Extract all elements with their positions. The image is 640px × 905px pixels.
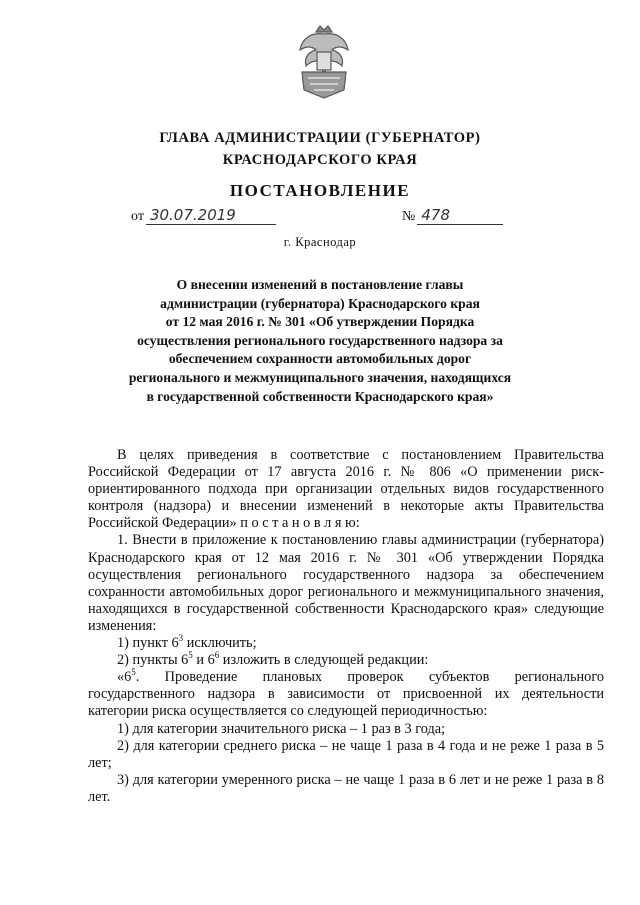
number-line: [402, 206, 503, 225]
title-line: обеспечением сохранности автомобильных дорог: [168, 351, 472, 367]
document-number: 478: [417, 206, 503, 225]
resolve-keyword: п о с т а н о в л я ю:: [240, 515, 360, 532]
title-line: осуществления регионального государственного надзора за: [137, 332, 503, 348]
issuer-heading: [0, 127, 640, 171]
title-line: от 12 мая 2016 г. № 301 «Об утверждении Порядка: [165, 314, 475, 330]
coat-of-arms-emblem: [294, 24, 354, 100]
title-line: регионального и межмуниципального значения, находящихся: [128, 369, 512, 385]
document-date: 30.07.2019: [146, 206, 276, 225]
paragraph-risk-1: 1) для категории значительного риска – 1 раз в 3 года;: [117, 720, 446, 737]
paragraph-risk-2: 2) для категории среднего риска – не чаще 1 раза в 4 года и не реже 1 раза в 5 лет;: [88, 737, 604, 771]
date-prefix: от: [131, 209, 144, 224]
number-prefix: №: [402, 209, 416, 224]
issuer-line-1: ГЛАВА АДМИНИСТРАЦИИ (ГУБЕРНАТОР): [159, 130, 481, 146]
issuer-line-2: КРАСНОДАРСКОГО КРАЯ: [222, 152, 418, 168]
document-body: [88, 447, 604, 806]
preamble-paragraph: В целях приведения в соответствие с постановлением Правительства Российской Федерации от 17 августа 2016 г. № 806 «О применении риск-ориентированного подхода при организации отдельных видов государственного контроля (надзора) и внесении изменений в некоторые акты Правительства Российской Федерации» п о с т а н о в л я ю:: [88, 447, 604, 532]
date-line: [131, 206, 276, 225]
paragraph-item-1: 1. Внести в приложение к постановлению главы администрации (губернатора) Краснодарского края от 12 мая 2016 г. № 301 «Об утверждении Порядка осуществления регионального государственного надзора за обеспечением сохранности автомобильных дорог регионального и межмуниципального значения, находящихся в государственной собственности Краснодарского края» следующие изменения:: [88, 532, 604, 634]
paragraph-subitem-2: 2) пункты $6^5$ и $6^6$ изложить в следующей редакции:: [117, 650, 429, 669]
document-type: ПОСТАНОВЛЕНИЕ: [229, 181, 411, 200]
paragraph-clause-6-5: «$6^5$. Проведение плановых проверок субъектов регионального государственного надзора в зависимости от присвоенной их деятельности категории риска осуществляется со следующей периодичностью:: [88, 667, 604, 720]
paragraph-subitem-1: 1) пункт $6^3$ исключить;: [117, 633, 257, 652]
paragraph-risk-3: 3) для категории умеренного риска – не чаще 1 раза в 6 лет и не реже 1 раза в 8 лет.: [88, 771, 604, 805]
city-label: г. Краснодар: [283, 235, 357, 249]
title-line: О внесении изменений в постановление главы: [176, 277, 464, 292]
document-title: [110, 276, 530, 406]
title-line: администрации (губернатора) Краснодарского края: [160, 295, 480, 311]
title-line: в государственной собственности Краснодарского края»: [146, 388, 494, 404]
